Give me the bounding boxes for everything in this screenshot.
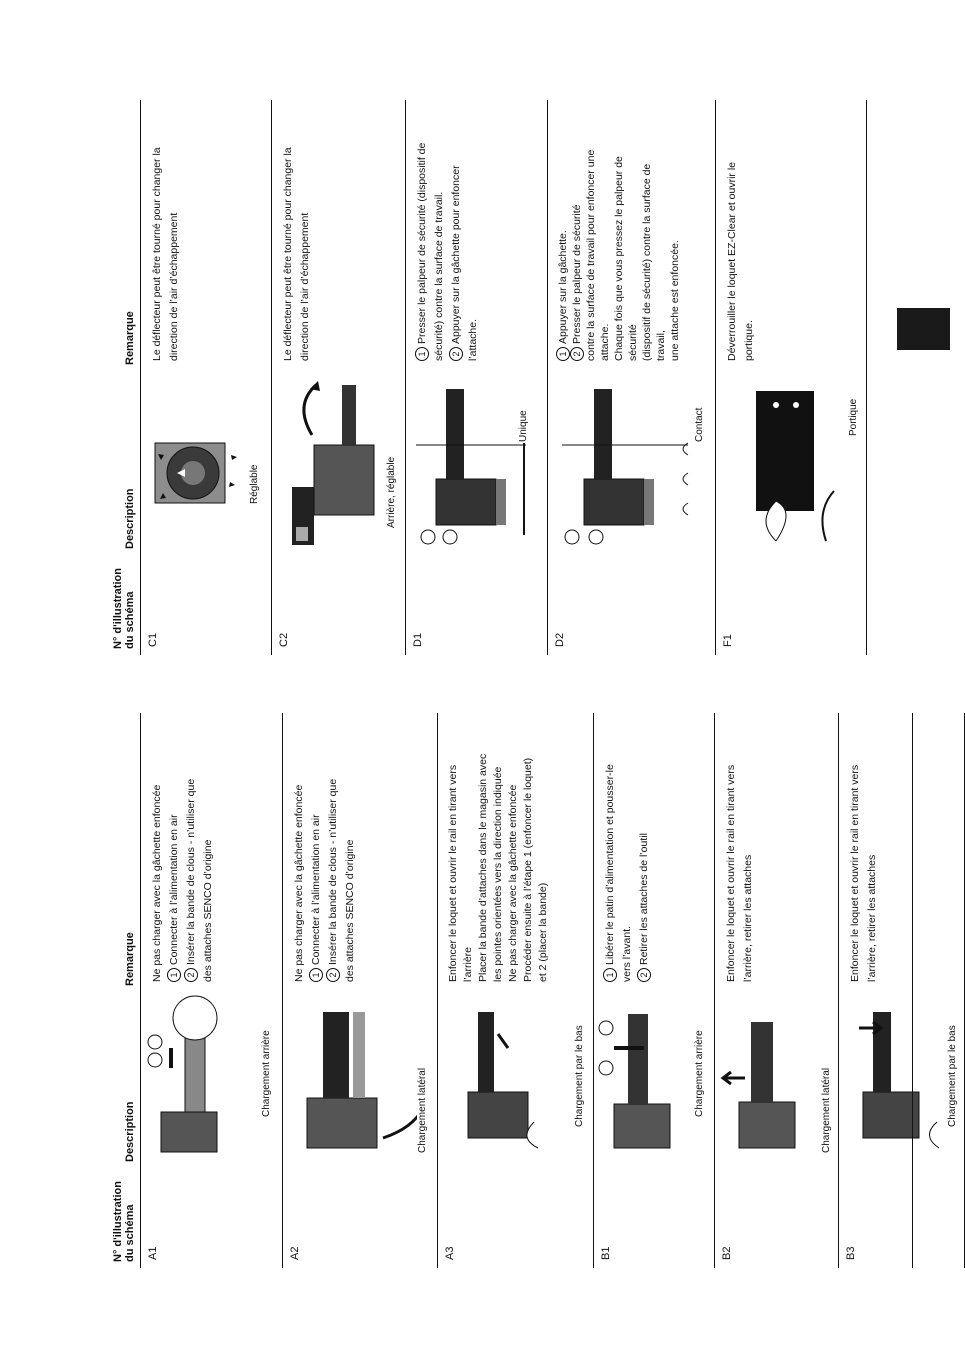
row-remarque — [140, 100, 271, 371]
row-id: A2 — [288, 1246, 301, 1260]
remarque-line: vers l’avant. — [620, 925, 633, 982]
table-right — [88, 100, 866, 655]
remarque-line: 2Retirer les attaches de l’outil — [636, 723, 653, 982]
caption: Contact — [693, 407, 705, 442]
row-id: B3 — [844, 1246, 857, 1260]
remarque-line: et 2 (placer la bande) — [536, 882, 549, 982]
table-left-border — [912, 713, 913, 1268]
table-right-border — [866, 100, 867, 655]
step-number: 2 — [637, 968, 651, 982]
remarque-line: Le déflecteur peut être tourné pour changer la — [281, 147, 294, 361]
row-id: D1 — [411, 632, 424, 647]
page-tab-marker — [897, 308, 950, 350]
table-left — [88, 713, 958, 1268]
remarque-line: Ne pas charger avec la gâchette enfoncée — [292, 784, 305, 982]
row-description — [838, 992, 964, 1168]
unload-side-illustration — [715, 992, 838, 1168]
caption: Chargement arrière — [260, 1030, 272, 1117]
remarque-line: 1Presser le palpeur de sécurité (dispositif de — [414, 110, 431, 361]
contact-fire-illustration — [548, 371, 715, 555]
step-number: 2 — [570, 347, 584, 361]
row-remarque — [405, 100, 547, 371]
remarque-line: 2Insérer la bande de clous - n’utiliser que — [325, 723, 342, 982]
single-fire-illustration — [406, 371, 547, 555]
remarque-line: l’arrière, retirer les attaches — [741, 854, 754, 982]
row-description — [405, 371, 547, 555]
remarque-line: des attaches SENCO d’origine — [201, 839, 214, 982]
row-remarque — [714, 713, 838, 992]
row-remarque — [593, 713, 714, 992]
remarque-line: Placer la bande d’attaches dans le magasin avec — [476, 753, 489, 982]
row-description — [714, 992, 838, 1168]
remarque-line: Ne pas charger avec la gâchette enfoncée — [506, 784, 519, 982]
header-remarque: Remarque — [123, 311, 136, 365]
header-remarque: Remarque — [123, 932, 136, 986]
step-number: 1 — [603, 968, 617, 982]
remarque-line: direction de l’air d’échappement — [298, 212, 311, 361]
remarque-line: Le déflecteur peut être tourné pour changer la — [150, 147, 163, 361]
remarque-line: Déverrouiller le loquet EZ-Clear et ouvrir le — [725, 162, 738, 361]
remarque-line: l’arrière — [461, 946, 474, 982]
header-description: Description — [123, 488, 136, 549]
row-id: B1 — [599, 1246, 612, 1260]
caption: Réglable — [248, 464, 260, 504]
bottom-loading-illustration — [438, 992, 593, 1168]
step-number: 1 — [415, 347, 429, 361]
header-id: N° d'illustration du schéma — [111, 1181, 136, 1262]
row-description — [437, 992, 593, 1168]
row-id: A1 — [146, 1246, 159, 1260]
remarque-line: Chaque fois que vous pressez le palpeur de — [612, 156, 625, 361]
row-id: D2 — [553, 632, 566, 647]
row-id: C1 — [146, 632, 159, 647]
caption: Unique — [517, 410, 529, 442]
caption: Chargement arrière — [693, 1030, 705, 1117]
caption: Chargement par le bas — [573, 1025, 585, 1127]
remarque-line: 2Insérer la bande de clous - n’utiliser que — [183, 723, 200, 982]
remarque-line: 2Appuyer sur la gâchette pour enfoncer — [448, 110, 465, 361]
remarque-line: contre la surface de travail pour enfoncer une — [584, 149, 597, 361]
step-number: 1 — [167, 968, 181, 982]
row-id: F1 — [721, 634, 734, 647]
remarque-line: 1Connecter à l’alimentation en air — [166, 723, 183, 982]
remarque-line: attache. — [598, 323, 611, 361]
row-remarque — [838, 713, 964, 992]
row-description — [593, 992, 714, 1168]
row-remarque — [140, 713, 282, 992]
remarque-line: 1Appuyer sur la gâchette. — [556, 110, 570, 361]
remarque-line: l’attache. — [466, 318, 479, 361]
row-remarque — [282, 713, 437, 992]
remarque-line: sécurité — [626, 324, 639, 361]
step-number: 2 — [184, 968, 198, 982]
caption: Chargement latéral — [416, 1067, 428, 1153]
header-description: Description — [123, 1101, 136, 1162]
remarque-line: Enfoncer le loquet et ouvrir le rail en tirant vers — [724, 764, 737, 982]
remarque-line: 1Libérer le patin d’alimentation et pousser-le — [602, 723, 619, 982]
row-description — [715, 371, 866, 555]
remarque-line: l’arrière, retirer les attaches — [865, 854, 878, 982]
row-remarque — [437, 713, 593, 992]
remarque-line: direction de l’air d’échappement — [167, 212, 180, 361]
remarque-line: travail, — [654, 330, 667, 361]
row-id: B2 — [720, 1246, 733, 1260]
remarque-line: portique. — [742, 320, 755, 361]
row-remarque — [715, 100, 866, 371]
caption: Portique — [847, 398, 859, 436]
step-number: 1 — [309, 968, 323, 982]
remarque-line: Procéder ensuite à l’étape 1 (enfoncer le loquet) — [521, 757, 534, 982]
unload-bottom-illustration — [839, 992, 964, 1168]
caption: Chargement latéral — [820, 1067, 832, 1153]
row-description — [271, 371, 405, 555]
step-number: 2 — [449, 347, 463, 361]
row-remarque — [271, 100, 405, 371]
remarque-line: Enfoncer le loquet et ouvrir le rail en tirant vers — [446, 764, 459, 982]
remarque-line: Enfoncer le loquet et ouvrir le rail en tirant vers — [848, 764, 861, 982]
row-description — [140, 371, 271, 555]
row-id: A3 — [443, 1246, 456, 1260]
row-id: C2 — [277, 632, 290, 647]
remarque-line: sécurité) contre la surface de travail. — [432, 191, 445, 361]
remarque-line: les pointes orientées vers la direction indiquée — [491, 766, 504, 982]
row-description — [282, 992, 437, 1168]
ez-clear-latch-illustration — [716, 371, 866, 555]
step-number: 2 — [326, 968, 340, 982]
remarque-line: 1Connecter à l’alimentation en air — [308, 723, 325, 982]
remarque-line: Ne pas charger avec la gâchette enfoncée — [150, 784, 163, 982]
remarque-line: une attache est enfoncée. — [668, 240, 681, 361]
row-description — [140, 992, 282, 1168]
caption: Arrière, réglable — [385, 456, 397, 528]
remarque-line: 2Presser le palpeur de sécurité — [570, 110, 584, 361]
remarque-line: des attaches SENCO d’origine — [343, 839, 356, 982]
step-number: 1 — [556, 347, 570, 361]
header-id: N° d'illustration du schéma — [111, 568, 136, 649]
row-description — [547, 371, 715, 555]
remarque-line: (dispositif de sécurité) contre la surface de — [640, 163, 653, 361]
side-loading-illustration — [283, 992, 437, 1168]
caption: Chargement par le bas — [946, 1025, 958, 1127]
row-remarque — [547, 100, 715, 371]
